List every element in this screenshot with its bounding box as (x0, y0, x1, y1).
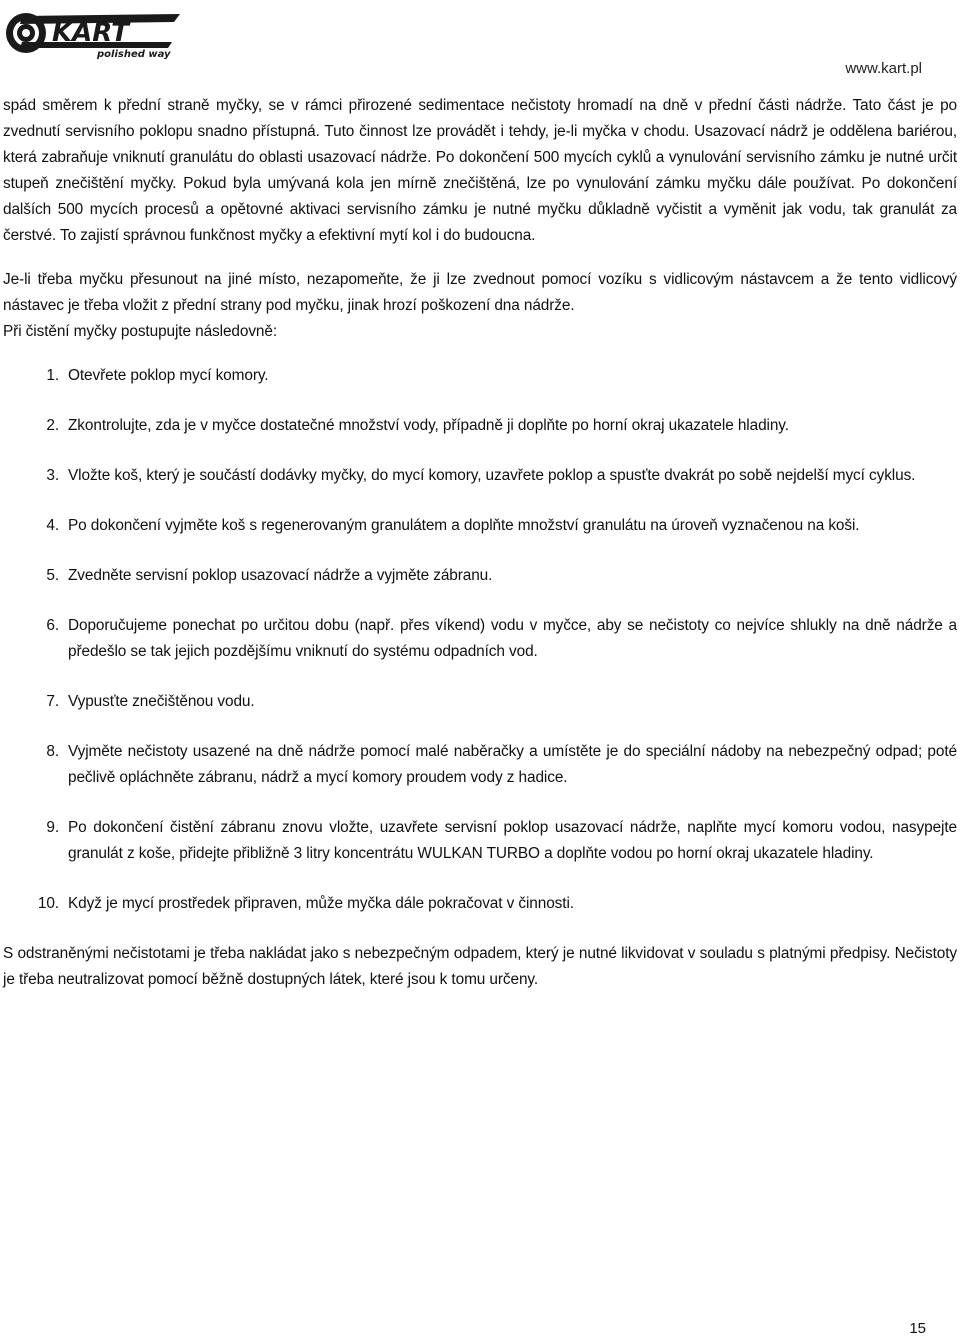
step-number: 8. (46, 743, 59, 760)
step-number: 2. (46, 417, 59, 434)
step-number: 1. (46, 367, 59, 384)
list-item (3, 613, 957, 665)
cleaning-intro: Při čistění myčky postupujte následovně: (3, 323, 278, 340)
intro-paragraph: spád směrem k přední straně myčky, se v rámci přirozené sedimentace nečistoty hromadí na dně v přední části nádrže. Tato část je po zvednutí servisního poklopu snadno přístupná. Tuto činnost lze provádět i tehdy, je-li myčka v chodu. Usazovací nádrž je oddělena bariérou, která zabraňuje vniknutí granulátu do oblasti usazovací nádrže. Po dokončení 500 mycích cyklů a vynulování servisního zámku je nutné určit stupeň znečištění myčky. Pokud byla umývaná kola jen mírně znečištěná, lze po vynulování zámku myčku dále používat. Po dokončení dalších 500 mycích procesů a opětovné aktivaci servisního zámku je nutné myčku důkladně vyčistit a vyměnit jak vodu, tak granulát za čerstvé. To zajistí správnou funkčnost myčky a efektivní mytí kol i do budoucna. (3, 97, 957, 244)
list-item (3, 689, 957, 715)
step-text: Když je mycí prostředek připraven, může myčka dále pokračovat v činnosti. (68, 895, 574, 912)
list-item (3, 891, 957, 917)
list-item (3, 815, 957, 867)
page-number: 15 (909, 1320, 926, 1337)
step-number: 6. (46, 617, 59, 634)
step-text: Vypusťte znečištěnou vodu. (68, 693, 255, 710)
move-note-paragraph: Je-li třeba myčku přesunout na jiné místo, nezapomeňte, že ji lze zvednout pomocí vozíku s vidlicovým nástavcem a že tento vidlicový nástavec je třeba vložit z přední strany pod myčku, jinak hrozí poškození dna nádrže. (3, 271, 957, 314)
step-text: Vložte koš, který je součástí dodávky myčky, do mycí komory, uzavřete poklop a spusťte dvakrát po sobě nejdelší mycí cyklus. (68, 467, 916, 484)
step-text: Zkontrolujte, zda je v myčce dostatečné množství vody, případně ji doplňte po horní okraj ukazatele hladiny. (68, 417, 789, 434)
step-number: 9. (46, 819, 59, 836)
list-item (3, 413, 957, 439)
list-item (3, 739, 957, 791)
step-text: Vyjměte nečistoty usazené na dně nádrže pomocí malé naběračky a umístěte je do speciální nádoby na nebezpečný odpad; poté pečlivě opláchněte zábranu, nádrž a mycí komory proudem vody z hadice. (68, 743, 957, 786)
step-number: 3. (46, 467, 59, 484)
list-item (3, 563, 957, 589)
step-text: Zvedněte servisní poklop usazovací nádrže a vyjměte zábranu. (68, 567, 493, 584)
step-number: 4. (46, 517, 59, 534)
site-url[interactable]: www.kart.pl (845, 60, 922, 77)
logo-tagline: polished way (97, 49, 171, 60)
list-item (3, 463, 957, 489)
step-number: 5. (46, 567, 59, 584)
logo-text: KART (52, 18, 129, 48)
step-text: Otevřete poklop mycí komory. (68, 367, 269, 384)
step-number: 7. (46, 693, 59, 710)
step-text: Doporučujeme ponechat po určitou dobu (např. přes víkend) vodu v myčce, aby se nečistoty co nejvíce shlukly na dně nádrže a předešlo se tak jejich pozdějšímu vniknutí do systému odpadních vod. (68, 617, 957, 660)
list-item (3, 513, 957, 539)
document-body (3, 93, 957, 993)
cleaning-steps-list (3, 363, 957, 917)
kart-logo-graphic (2, 2, 184, 64)
step-text: Po dokončení čistění zábranu znovu vložte, uzavřete servisní poklop usazovací nádrže, naplňte mycí komoru vodou, nasypejte granulát z koše, přidejte přibližně 3 litry koncentrátu WULKAN TURBO a doplňte vodou po horní okraj ukazatele hladiny. (68, 819, 957, 862)
kart-logo (2, 2, 184, 64)
list-item (3, 363, 957, 389)
step-text: Po dokončení vyjměte koš s regenerovaným granulátem a doplňte množství granulátu na úroveň vyznačenou na koši. (68, 517, 860, 534)
disposal-note-paragraph: S odstraněnými nečistotami je třeba nakládat jako s nebezpečným odpadem, který je nutné likvidovat v souladu s platnými předpisy. Nečistoty je třeba neutralizovat pomocí běžně dostupných látek, které jsou k tomu určeny. (3, 945, 957, 988)
step-number: 10. (37, 895, 59, 912)
